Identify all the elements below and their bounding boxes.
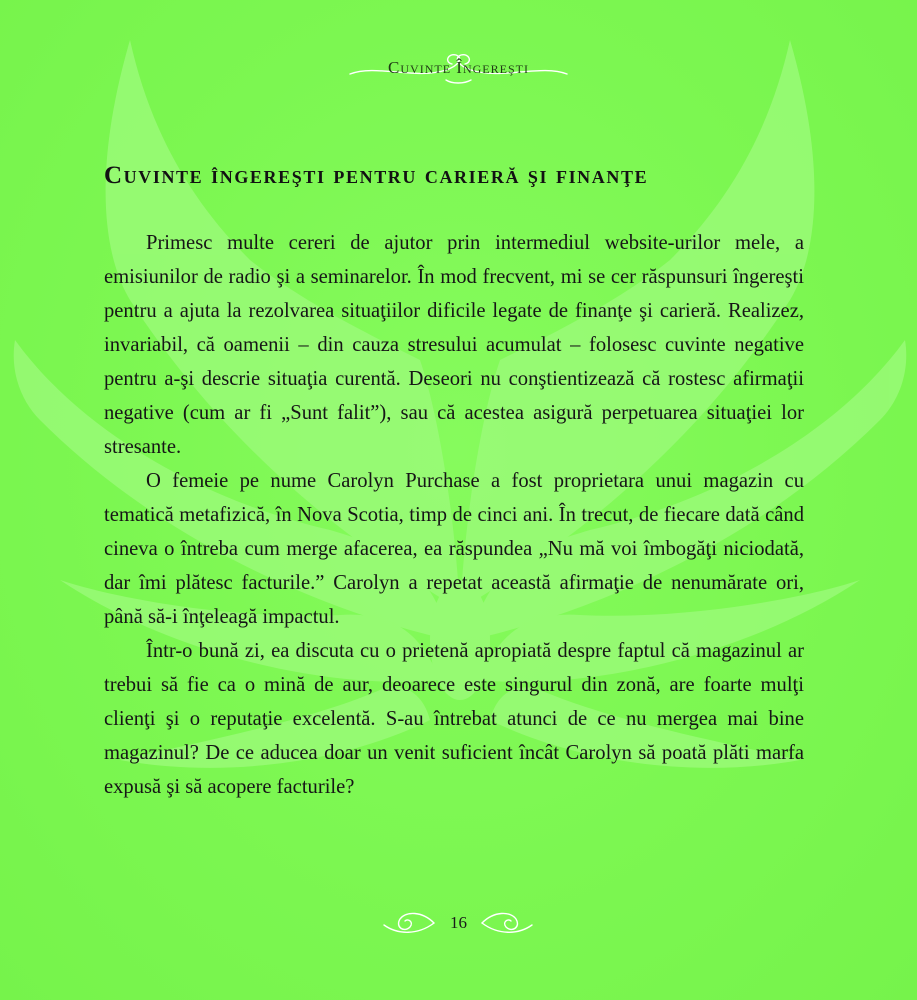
chapter-title: Cuvinte îngereşti pentru carieră şi finanţe (104, 162, 649, 189)
page-number-text: 16 (450, 913, 467, 932)
paragraph: O femeie pe nume Carolyn Purchase a fost proprietara unui magazin cu tematică metafizică, în Nova Scotia, timp de cinci ani. În trecut, de fiecare dată când cineva o întreba cum merge afacerea, ea răspundea „Nu mă voi îmbogăţi niciodată, dar îmi plătesc facturile.” Carolyn a repetat această afirmaţie de nenumărate ori, până să-i înţeleagă impactul. (104, 470, 804, 628)
paragraph: Într-o bună zi, ea discuta cu o prietenă apropiată despre faptul că magazinul ar trebui să fie ca o mină de aur, deoarece este singurul din zonă, are foarte mulţi clienţi şi o reputaţie excelentă. S-au întrebat atunci de ce nu mergea mai bine magazinul? De ce aducea doar un venit suficient încât Carolyn să poată plăti marfa expusă şi să acopere facturile? (104, 640, 804, 798)
page-number (0, 905, 917, 933)
running-header (0, 58, 917, 78)
paragraph: Primesc multe cereri de ajutor prin intermediul website-urilor mele, a emisiunilor de radio şi a seminarelor. În mod frecvent, mi se cer răspunsuri îngereşti pentru a ajuta la rezolvarea situaţiilor dificile legate de finanţe şi carieră. Realizez, invariabil, că oamenii – din cauza stresului acumulat – folosesc cuvinte negative pentru a-şi descrie situaţia curentă. Deseori nu conştientizează că rostesc afirmaţii negative (cum ar fi „Sunt falit”), sau că acestea asigură perpetuarea situaţiei lor stresante. (104, 232, 804, 458)
body-text (104, 226, 804, 804)
running-title: Cuvinte Îngereşti (388, 58, 529, 77)
